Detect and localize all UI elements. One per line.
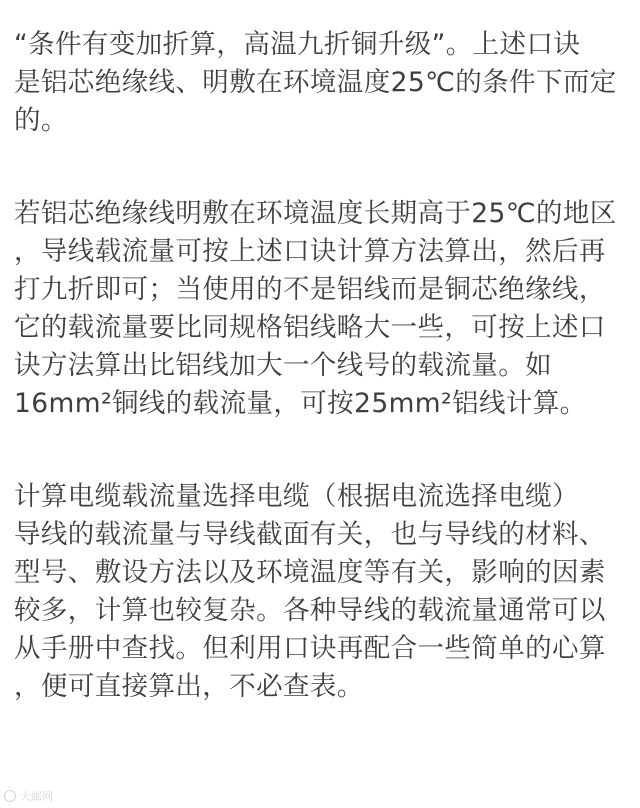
text-line: “条件有变加折算，高温九折铜升级”。上述口诀 [14,29,581,60]
watermark [4,788,53,804]
paragraph-3 [14,478,634,706]
text-line: 若铝芯绝缘线明敷在环境温度长期高于25℃的地区 [14,198,617,229]
text-line: 较多，计算也较复杂。各种导线的载流量通常可以 [14,595,606,626]
text-line: ，便可直接算出，不必查表。 [14,671,364,702]
text-line: ，导线载流量可按上述口诀计算方法算出，然后再 [14,236,606,267]
text-line: 计算电缆载流量选择电缆（根据电流选择电缆） [14,481,579,512]
text-line: 从手册中查找。但利用口诀再配合一些简单的心算 [14,633,606,664]
text-line: 是铝芯绝缘线、明敷在环境温度25℃的条件下而定 [14,67,617,98]
watermark-text: 大邮网 [20,790,53,803]
paragraph-1 [14,26,634,140]
watermark-logo-icon [4,790,16,802]
text-line: 16mm²铜线的载流量，可按25mm²铝线计算。 [14,388,587,419]
text-line: 导线的载流量与导线截面有关，也与导线的材料、 [14,519,606,550]
text-line: 打九折即可；当使用的不是铝线而是铜芯绝缘线， [14,274,606,305]
text-line: 型号、敷设方法以及环境温度等有关，影响的因素 [14,557,606,588]
text-line: 诀方法算出比铝线加大一个线号的载流量。如 [14,350,552,381]
article-body [14,0,634,706]
text-line: 的。 [14,105,68,136]
paragraph-2 [14,195,634,423]
text-line: 它的载流量要比同规格铝线略大一些，可按上述口 [14,312,606,343]
